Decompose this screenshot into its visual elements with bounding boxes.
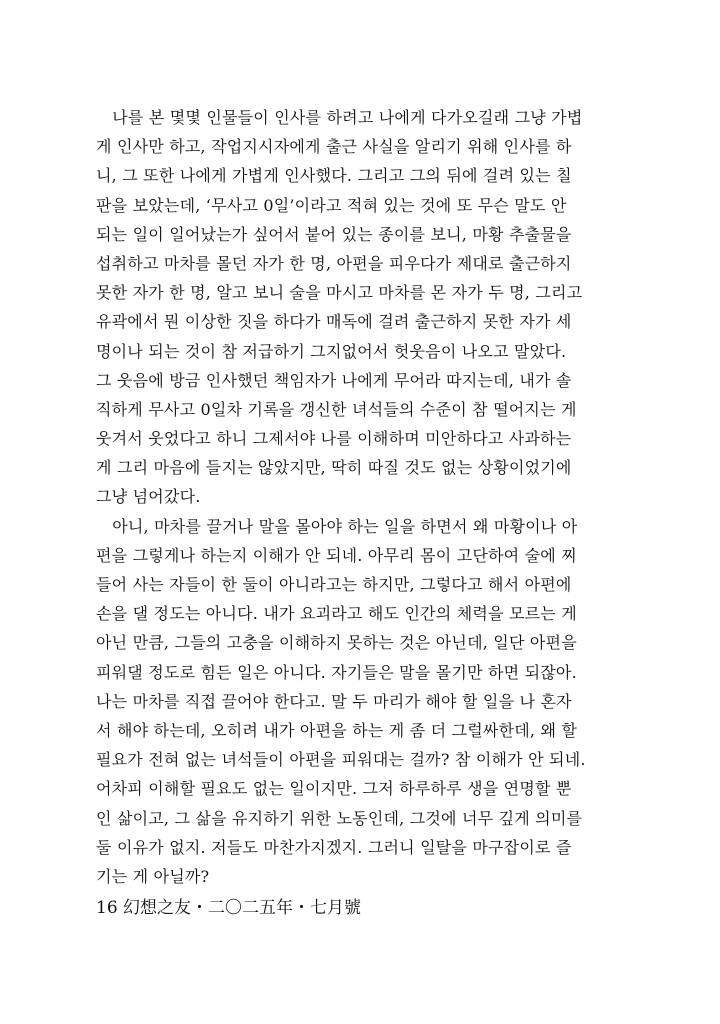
- text-line: 게 인사만 하고, 작업지시자에게 출근 사실을 알리기 위해 인사를 하: [96, 137, 572, 157]
- text-line: 아니, 마차를 끌거나 말을 몰아야 하는 일을 하면서 왜 마황이나 아: [96, 516, 578, 536]
- text-line: 기는 게 아닐까?: [96, 866, 210, 886]
- text-line: 니, 그 또한 나에게 가볍게 인사했다. 그리고 그의 뒤에 걸려 있는 칠: [96, 166, 572, 186]
- text-line: 나는 마차를 직접 끌어야 한다고. 말 두 마리가 해야 할 일을 나 혼자: [96, 691, 572, 711]
- text-line: 나를 본 몇몇 인물들이 인사를 하려고 나에게 다가오길래 그냥 가볍: [96, 108, 583, 127]
- text-line: 피워댈 정도로 힘든 일은 아니다. 자기들은 말을 몰기만 하면 되잖아.: [96, 662, 577, 682]
- text-line: 섭취하고 마차를 몰던 자가 한 명, 아편을 피우다가 제대로 출근하지: [96, 253, 572, 273]
- text-line: 판을 보았는데, ‘무사고 0일’이라고 적혀 있는 것에 또 무슨 말도 안: [96, 195, 567, 215]
- text-line: 그냥 넘어갔다.: [96, 487, 201, 507]
- text-line: 직하게 무사고 0일차 기록을 갱신한 녀석들의 수준이 참 떨어지는 게: [96, 399, 577, 419]
- paragraph-2: [96, 512, 616, 891]
- text-line: 되는 일이 일어났는가 싶어서 붙어 있는 종이를 보니, 마황 추출물을: [96, 224, 572, 244]
- text-line: 들어 사는 자들이 한 둘이 아니라고는 하지만, 그렇다고 해서 아편에: [96, 575, 572, 594]
- text-line: 못한 자가 한 명, 알고 보니 술을 마시고 마차를 몬 자가 두 명, 그리고: [96, 283, 583, 303]
- text-line: 게 그리 마음에 들지는 않았지만, 딱히 따질 것도 없는 상황이었기에: [96, 458, 572, 478]
- text-line: 인 삶이고, 그 삶을 유지하기 위한 노동인데, 그것에 너무 깊게 의미를: [96, 808, 583, 828]
- text-line: 필요가 전혀 없는 녀석들이 아편을 피워대는 걸까? 참 이해가 안 되네.: [96, 750, 586, 770]
- text-line: 어차피 이해할 필요도 없는 일이지만. 그저 하루하루 생을 연명할 뿐: [96, 779, 572, 799]
- text-line: 서 해야 하는데, 오히려 내가 아편을 하는 게 좀 더 그럴싸한데, 왜 할: [96, 720, 578, 740]
- text-line: 웃겨서 웃었다고 하니 그제서야 나를 이해하며 미안하다고 사과하는: [96, 429, 572, 449]
- text-line: 명이나 되는 것이 참 저급하기 그지없어서 헛웃음이 나오고 말았다.: [96, 341, 567, 361]
- text-line: 아닌 만큼, 그들의 고충을 이해하지 못하는 것은 아닌데, 일단 아편을: [96, 633, 577, 653]
- text-line: 손을 댈 정도는 아니다. 내가 요괴라고 해도 인간의 체력을 모르는 게: [96, 604, 577, 624]
- body-text: [96, 103, 616, 891]
- text-line: 유곽에서 뭔 이상한 짓을 하다가 매독에 걸려 출근하지 못한 자가 세: [96, 312, 572, 332]
- text-line: 둘 이유가 없지. 저들도 마찬가지겠지. 그러니 일탈을 마구잡이로 즐: [96, 837, 572, 857]
- paragraph-1: [96, 103, 616, 512]
- text-line: 편을 그렇게나 하는지 이해가 안 되네. 아무리 몸이 고단하여 술에 찌: [96, 545, 577, 565]
- page-footer: 16 幻想之友・二〇二五年・七月號: [96, 898, 362, 918]
- text-line: 그 웃음에 방금 인사했던 책임자가 나에게 무어라 따지는데, 내가 솔: [96, 370, 572, 390]
